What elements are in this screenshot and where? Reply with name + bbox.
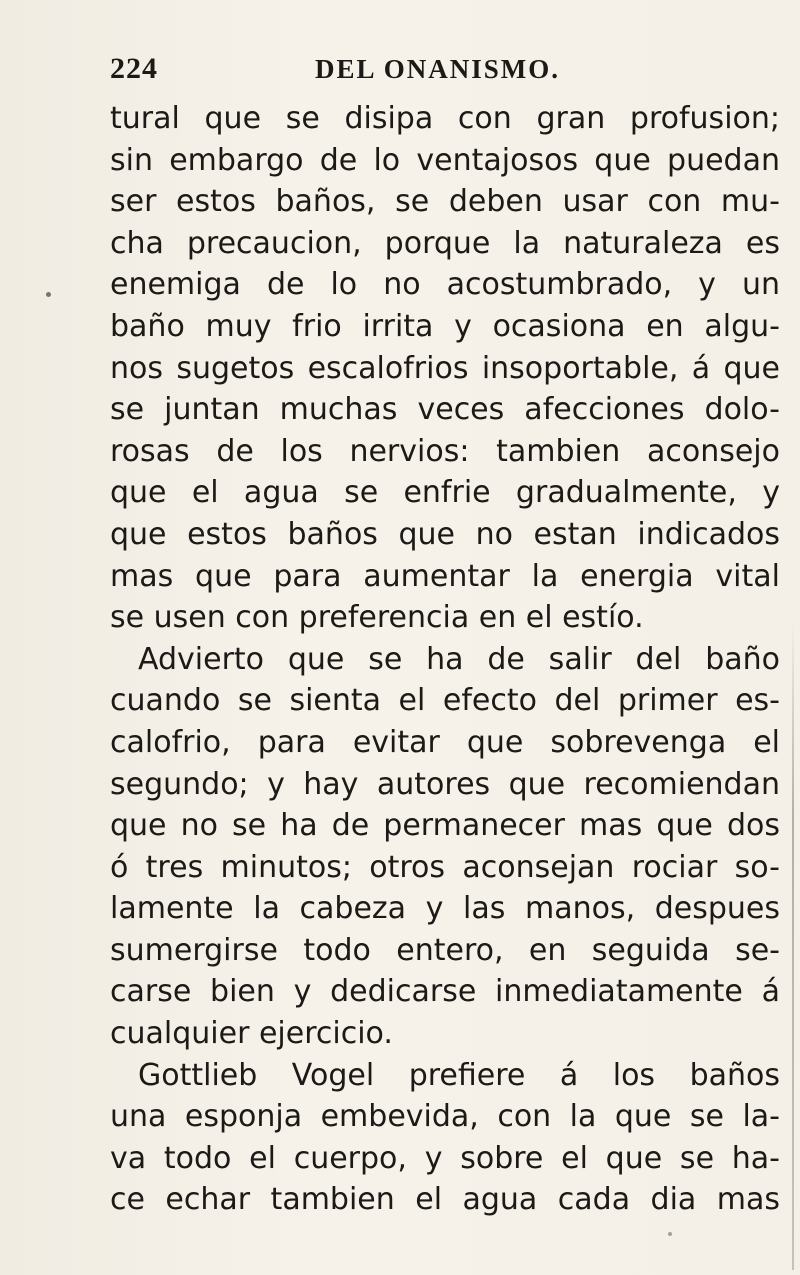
text-line: que estos baños que no estan indicados <box>110 516 780 552</box>
text-line: baño muy frio irrita y ocasiona en algu- <box>110 308 780 344</box>
text-line: segundo; y hay autores que recomiendan <box>110 766 780 802</box>
text-line: cuando se sienta el efecto del primer es- <box>110 683 780 719</box>
page-number: 224 <box>110 52 158 85</box>
text-line: ce echar tambien el agua cada dia mas <box>110 1182 780 1218</box>
text-line: rosas de los nervios: tambien aconsejo <box>110 433 780 469</box>
text-line: mas que para aumentar la energia vital <box>110 558 780 594</box>
text-line: cha precaucion, porque la naturaleza es <box>110 225 780 261</box>
text-line: enemiga de lo no acostumbrado, y un <box>110 267 780 303</box>
text-line: carse bien y dedicarse inmediatamente á <box>110 974 780 1010</box>
body-text <box>110 98 780 1221</box>
text-line: Gottlieb Vogel prefiere á los baños <box>138 1057 780 1093</box>
page-header <box>110 52 800 92</box>
text-line: se juntan muchas veces afecciones dolo- <box>110 392 780 428</box>
text-line: que el agua se enfrie gradualmente, y <box>110 475 780 511</box>
text-line: que no se ha de permanecer mas que dos <box>110 808 780 844</box>
text-line: ó tres minutos; otros aconsejan rociar so- <box>110 849 780 885</box>
text-line: calofrio, para evitar que sobrevenga el <box>110 724 780 760</box>
text-line: se usen con preferencia en el estío. <box>110 600 644 636</box>
paper-speck <box>46 292 51 297</box>
page-edge-shadow <box>792 620 794 1270</box>
text-line: Advierto que se ha de salir del baño <box>138 641 780 677</box>
text-line: va todo el cuerpo, y sobre el que se ha- <box>110 1140 780 1176</box>
paper-speck <box>668 1232 672 1236</box>
text-line: ser estos baños, se deben usar con mu- <box>110 184 780 220</box>
text-line: tural que se disipa con gran profusion; <box>110 101 780 136</box>
text-line: cualquier ejercicio. <box>110 1016 393 1052</box>
text-line: una esponja embevida, con la que se la- <box>110 1099 780 1135</box>
running-title: DEL ONANISMO. <box>315 54 561 84</box>
text-line: sin embargo de lo ventajosos que puedan <box>110 142 780 178</box>
text-line: sumergirse todo entero, en seguida se- <box>110 932 780 968</box>
text-line: nos sugetos escalofrios insoportable, á que <box>110 350 780 386</box>
text-line: lamente la cabeza y las manos, despues <box>110 891 780 927</box>
